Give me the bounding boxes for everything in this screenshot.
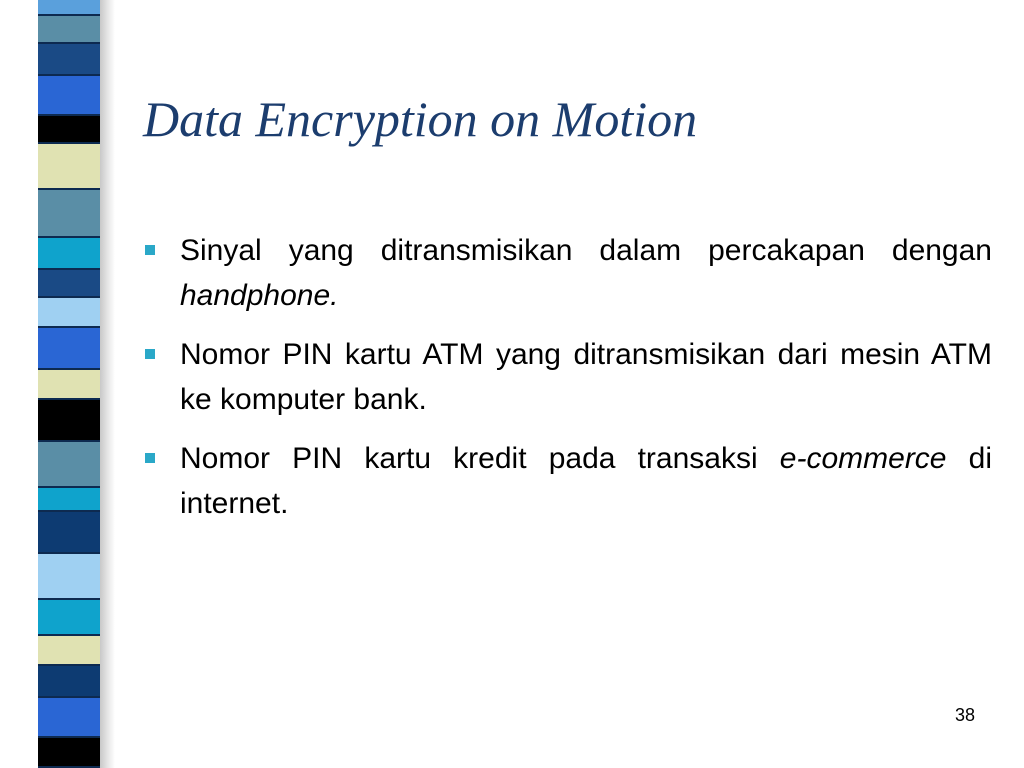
stripe-block — [38, 442, 100, 488]
bullet-item-1 — [140, 228, 992, 318]
color-block-column — [38, 0, 100, 768]
stripe-block — [38, 190, 100, 238]
square-bullet-icon — [145, 453, 155, 463]
bullet-emphasis: handphone. — [180, 279, 339, 312]
bullet-item-2 — [140, 332, 992, 422]
bullet-text: Nomor PIN kartu ATM yang ditransmisikan dari mesin ATM ke komputer bank. — [180, 338, 992, 416]
stripe-block — [38, 600, 100, 636]
stripe-block — [38, 44, 100, 76]
bullet-emphasis: e-commerce — [779, 442, 947, 475]
stripe-block — [38, 512, 100, 554]
bullet-list — [140, 228, 992, 540]
stripe-block — [38, 144, 100, 190]
stripe-block — [38, 488, 100, 512]
stripe-block — [38, 636, 100, 666]
stripe-block — [38, 328, 100, 370]
bullet-item-3 — [140, 436, 992, 526]
stripe-block — [38, 666, 100, 698]
stripe-block — [38, 16, 100, 44]
stripe-block — [38, 238, 100, 270]
bullet-text: Nomor PIN kartu kredit pada transaksi — [180, 442, 780, 475]
stripe-block — [38, 400, 100, 442]
stripe-block — [38, 370, 100, 400]
stripe-block — [38, 698, 100, 738]
bullet-text: Sinyal yang ditransmisikan dalam percakapan dengan — [180, 234, 992, 267]
bullet-suffix: di internet. — [180, 442, 993, 520]
stripe-block — [38, 0, 100, 16]
stripe-block — [38, 270, 100, 298]
slide-title: Data Encryption on Motion — [143, 91, 698, 147]
square-bullet-icon — [145, 245, 155, 255]
stripe-block — [38, 116, 100, 144]
square-bullet-icon — [145, 349, 155, 359]
page-number: 38 — [955, 705, 976, 725]
stripe-block — [38, 76, 100, 116]
stripe-block — [38, 738, 100, 768]
decorative-side-strip — [0, 0, 120, 768]
stripe-block — [38, 298, 100, 328]
stripe-block — [38, 554, 100, 600]
